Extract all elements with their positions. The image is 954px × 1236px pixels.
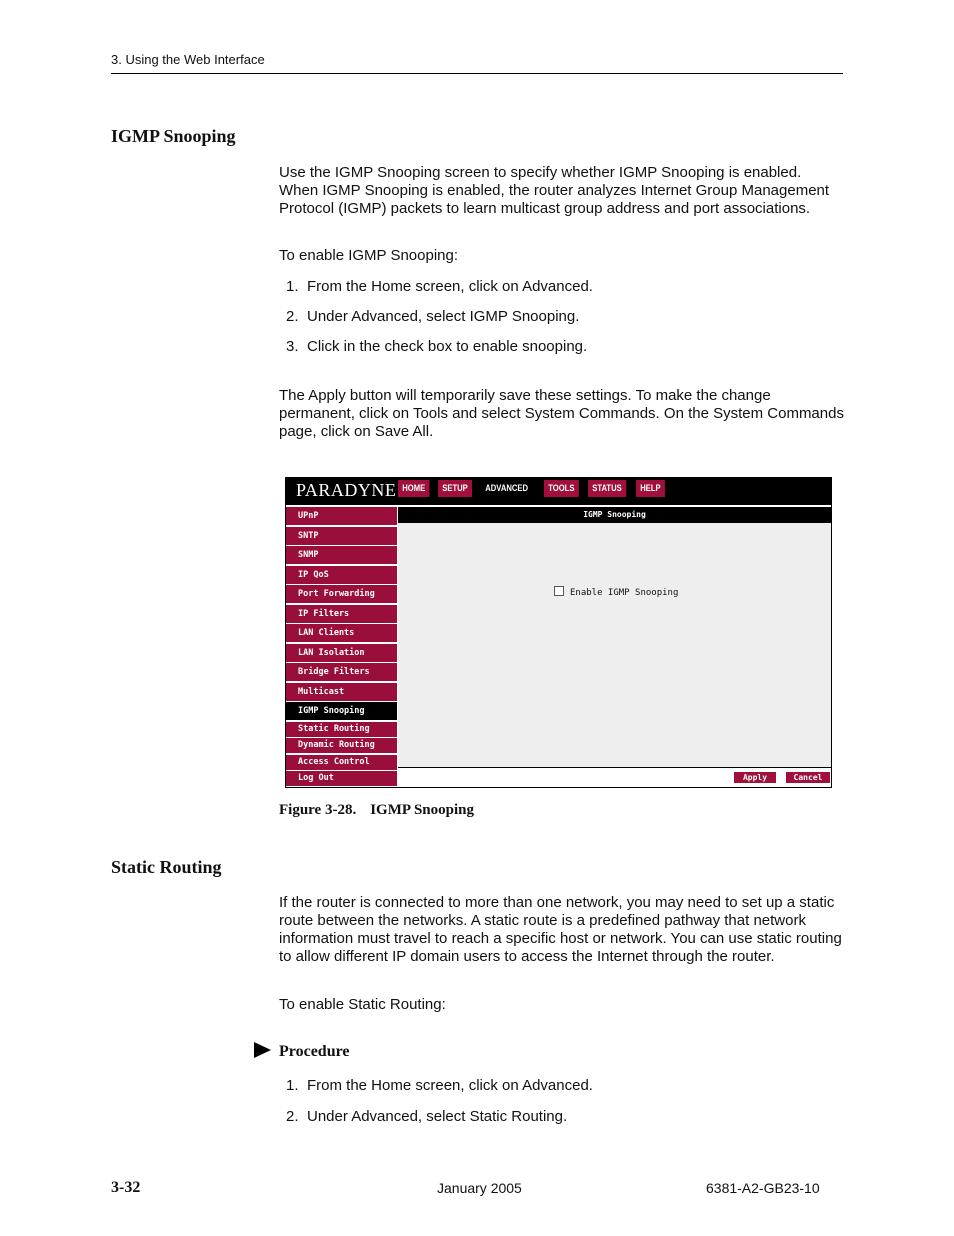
- sidebar-item-dynamic-routing[interactable]: Dynamic Routing: [286, 738, 397, 753]
- step-number: 3.: [286, 338, 299, 355]
- sidebar-item-igmp-snooping[interactable]: IGMP Snooping: [286, 702, 397, 720]
- cancel-button[interactable]: Cancel: [786, 772, 830, 783]
- tab-tools[interactable]: TOOLS: [544, 480, 579, 497]
- running-head: 3. Using the Web Interface: [111, 52, 265, 67]
- static-routing-lead: To enable Static Routing:: [279, 996, 446, 1013]
- sidebar-item-lan-clients[interactable]: LAN Clients: [286, 624, 397, 642]
- figure-caption: [279, 802, 474, 819]
- sidebar-item-log-out[interactable]: Log Out: [286, 771, 397, 786]
- top-nav-bar: [286, 478, 831, 505]
- figure-title: IGMP Snooping: [370, 802, 475, 818]
- sidebar-item-lan-isolation[interactable]: LAN Isolation: [286, 644, 397, 662]
- igmp-apply-note: The Apply button will temporarily save these settings. To make the change permanent, click on Tools and select System Commands. On the System Commands page, click on Save All.: [279, 387, 844, 440]
- step-text: From the Home screen, click on Advanced.: [307, 1077, 593, 1094]
- step-number: 1.: [286, 278, 299, 295]
- sidebar-item-access-control[interactable]: Access Control: [286, 755, 397, 770]
- igmp-intro-paragraph: Use the IGMP Snooping screen to specify whether IGMP Snooping is enabled. When IGMP Snooping is enabled, the router analyzes Internet Group Management Protocol (IGMP) packets to learn multicast group address and port associations.: [279, 164, 830, 217]
- section-title-igmp-snooping: IGMP Snooping: [111, 126, 236, 146]
- igmp-step: [286, 278, 593, 296]
- sidebar-item-static-routing[interactable]: Static Routing: [286, 722, 397, 737]
- step-text: Click in the check box to enable snooping.: [307, 338, 588, 355]
- document-number: 6381-A2-GB23-10: [706, 1180, 820, 1196]
- sidebar-item-sntp[interactable]: SNTP: [286, 527, 397, 545]
- igmp-step: [286, 308, 579, 326]
- igmp-step: [286, 338, 587, 356]
- settings-panel: [398, 523, 831, 767]
- section-title-static-routing: Static Routing: [111, 857, 222, 877]
- static-step: [286, 1077, 593, 1095]
- procedure-label: Procedure: [279, 1043, 350, 1060]
- tab-home[interactable]: HOME: [398, 480, 429, 497]
- sidebar-item-port-forwarding[interactable]: Port Forwarding: [286, 585, 397, 603]
- enable-igmp-checkbox[interactable]: [554, 586, 564, 596]
- tab-status[interactable]: STATUS: [588, 480, 626, 497]
- static-routing-intro: If the router is connected to more than one network, you may need to set up a static route between the networks. A static route is a predefined pathway that network information must travel to reach a specific host or network. You can use static routing to allow different IP domain users to access the Internet through the router.: [279, 894, 842, 965]
- button-bar: [398, 767, 831, 788]
- sidebar-item-ip-filters[interactable]: IP Filters: [286, 605, 397, 623]
- igmp-screenshot-figure: [285, 477, 832, 788]
- panel-title: IGMP Snooping: [398, 507, 831, 523]
- sidebar-menu: [286, 507, 397, 788]
- enable-igmp-row: [554, 586, 678, 598]
- step-number: 1.: [286, 1077, 299, 1094]
- step-text: Under Advanced, select IGMP Snooping.: [307, 308, 580, 325]
- paradyne-logo: PARADYNE: [296, 480, 397, 500]
- nav-tabs: [398, 480, 673, 497]
- figure-number: Figure 3-28.: [279, 802, 357, 818]
- apply-button[interactable]: Apply: [734, 772, 776, 783]
- checkbox-label: Enable IGMP Snooping: [570, 588, 679, 598]
- sidebar-item-snmp[interactable]: SNMP: [286, 546, 397, 564]
- tab-help[interactable]: HELP: [636, 480, 665, 497]
- sidebar-item-upnp[interactable]: UPnP: [286, 507, 397, 525]
- step-text: From the Home screen, click on Advanced.: [307, 278, 593, 295]
- sidebar-item-bridge-filters[interactable]: Bridge Filters: [286, 663, 397, 681]
- step-text: Under Advanced, select Static Routing.: [307, 1108, 568, 1125]
- tab-advanced[interactable]: ADVANCED: [481, 480, 532, 497]
- igmp-lead-text: To enable IGMP Snooping:: [279, 247, 459, 264]
- page-number: 3-32: [111, 1179, 141, 1196]
- step-number: 2.: [286, 1108, 299, 1125]
- tab-setup[interactable]: SETUP: [438, 480, 472, 497]
- header-rule: [111, 73, 843, 74]
- procedure-arrow-icon: [254, 1042, 271, 1058]
- step-number: 2.: [286, 308, 299, 325]
- footer-date: January 2005: [437, 1180, 522, 1196]
- sidebar-item-multicast[interactable]: Multicast: [286, 683, 397, 701]
- sidebar-item-ip-qos[interactable]: IP QoS: [286, 566, 397, 584]
- procedure-heading: [254, 1042, 350, 1061]
- static-step: [286, 1108, 567, 1126]
